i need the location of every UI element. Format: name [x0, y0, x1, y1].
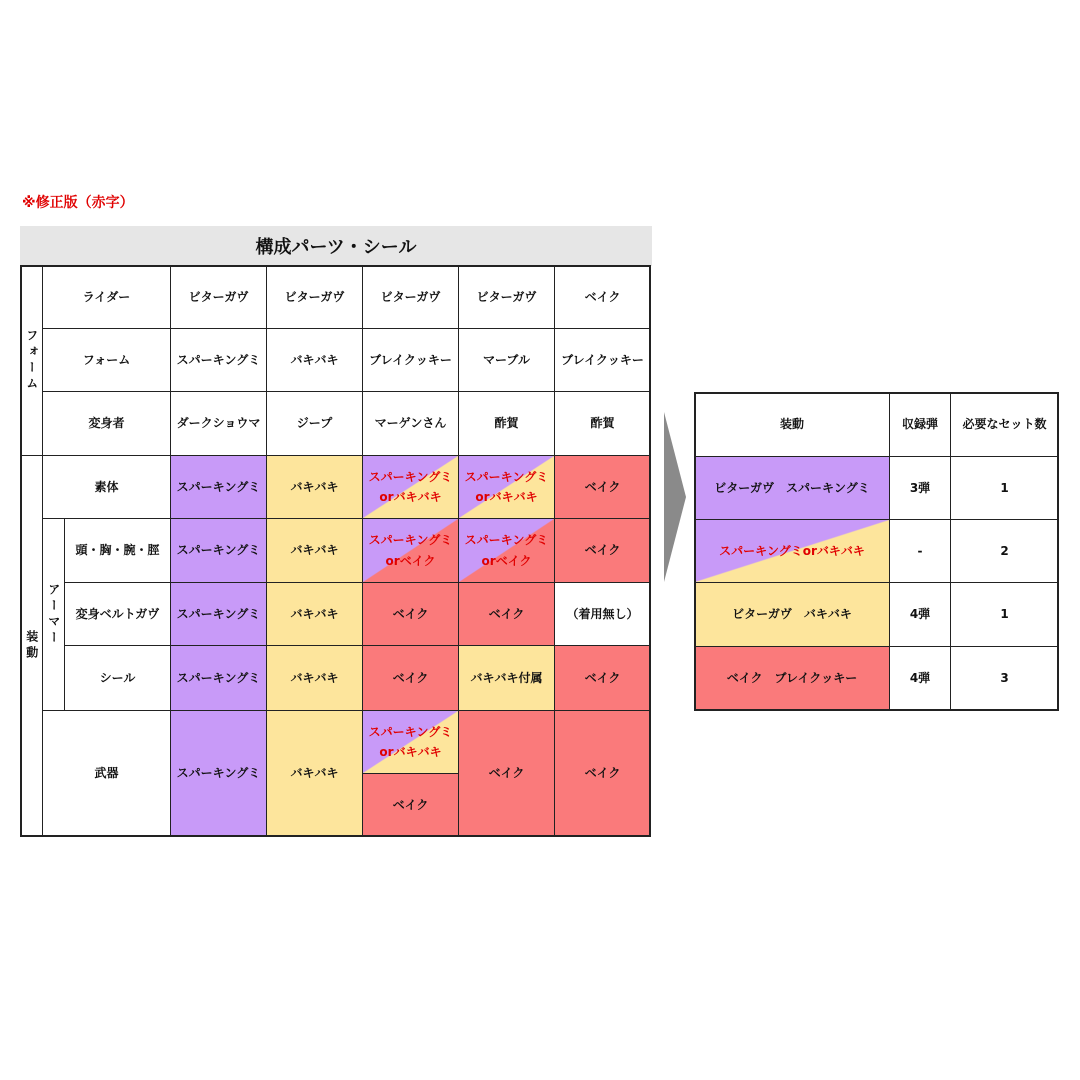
summary-volume: 4弾	[889, 646, 951, 711]
form-cell: バキバキ	[266, 328, 363, 392]
part-cell: スパーキングミ	[170, 582, 267, 646]
form-section-label: フォーム	[20, 265, 43, 456]
rider-cell: ビターガヴ	[266, 265, 363, 329]
row-label-base: 素体	[42, 455, 171, 519]
part-cell: スパーキングミ	[170, 710, 267, 837]
summary-volume: 4弾	[889, 582, 951, 647]
part-cell: スパーキングミ	[170, 645, 267, 711]
summary-volume: -	[889, 519, 951, 583]
row-label-rider: ライダー	[42, 265, 171, 329]
rider-cell: ビターガヴ	[458, 265, 555, 329]
form-cell: スパーキングミ	[170, 328, 267, 392]
summary-header-sets: 必要なセット数	[950, 392, 1059, 457]
part-cell: ベイク	[362, 582, 459, 646]
row-label-belt: 変身ベルトガヴ	[64, 582, 171, 646]
summary-header-item: 装動	[694, 392, 890, 457]
rider-cell: ベイク	[554, 265, 651, 329]
row-label-form: フォーム	[42, 328, 171, 392]
part-cell: バキバキ	[266, 645, 363, 711]
part-cell: ベイク	[554, 455, 651, 519]
form-cell: ブレイクッキー	[362, 328, 459, 392]
summary-item: ビターガヴ スパーキングミ	[694, 456, 890, 520]
rider-cell: ビターガヴ	[362, 265, 459, 329]
part-cell: ベイク	[554, 645, 651, 711]
henshin-cell: マーゲンさん	[362, 391, 459, 456]
part-cell: ベイク	[458, 710, 555, 837]
part-cell: バキバキ	[266, 582, 363, 646]
form-cell: ブレイクッキー	[554, 328, 651, 392]
part-cell-split: スパーキングミ orバキバキ	[362, 455, 459, 519]
summary-item: ベイク ブレイクッキー	[694, 646, 890, 711]
part-cell: ベイク	[554, 518, 651, 583]
row-label-head: 頭・胸・腕・脛	[64, 518, 171, 583]
part-cell: バキバキ付属	[458, 645, 555, 711]
part-cell: スパーキングミ	[170, 455, 267, 519]
part-cell: スパーキングミ	[170, 518, 267, 583]
part-cell: バキバキ	[266, 455, 363, 519]
rider-cell: ビターガヴ	[170, 265, 267, 329]
row-label-weapon: 武器	[42, 710, 171, 837]
correction-note: ※修正版（赤字）	[22, 195, 134, 211]
table-title: 構成パーツ・シール	[20, 226, 652, 266]
summary-item: ビターガヴ バキバキ	[694, 582, 890, 647]
henshin-cell: ジープ	[266, 391, 363, 456]
summary-table	[694, 392, 1059, 711]
row-label-henshin: 変身者	[42, 391, 171, 456]
part-cell: ベイク	[458, 582, 555, 646]
summary-sets: 2	[950, 519, 1059, 583]
summary-sets: 1	[950, 456, 1059, 520]
part-cell: ベイク	[554, 710, 651, 837]
arrow-right-icon	[664, 412, 686, 582]
parts-table	[20, 265, 651, 837]
part-cell-split: スパーキングミ orベイク	[362, 518, 459, 583]
summary-item: スパーキングミorバキバキ	[694, 519, 890, 583]
summary-header-volume: 収録弾	[889, 392, 951, 457]
part-cell-split: スパーキングミ orベイク	[458, 518, 555, 583]
part-cell: ベイク	[362, 773, 459, 837]
row-label-seal: シール	[64, 645, 171, 711]
equip-section-label: 装動	[20, 455, 43, 837]
summary-sets: 3	[950, 646, 1059, 711]
henshin-cell: ダークショウマ	[170, 391, 267, 456]
form-cell: マーブル	[458, 328, 555, 392]
armor-section-label: アーマー	[42, 518, 65, 711]
part-cell: （着用無し）	[554, 582, 651, 646]
part-cell: バキバキ	[266, 518, 363, 583]
henshin-cell: 酢賀	[554, 391, 651, 456]
summary-sets: 1	[950, 582, 1059, 647]
part-cell-split: スパーキングミ orバキバキ	[362, 710, 459, 774]
part-cell: ベイク	[362, 645, 459, 711]
part-cell-split: スパーキングミ orバキバキ	[458, 455, 555, 519]
part-cell: バキバキ	[266, 710, 363, 837]
henshin-cell: 酢賀	[458, 391, 555, 456]
summary-volume: 3弾	[889, 456, 951, 520]
